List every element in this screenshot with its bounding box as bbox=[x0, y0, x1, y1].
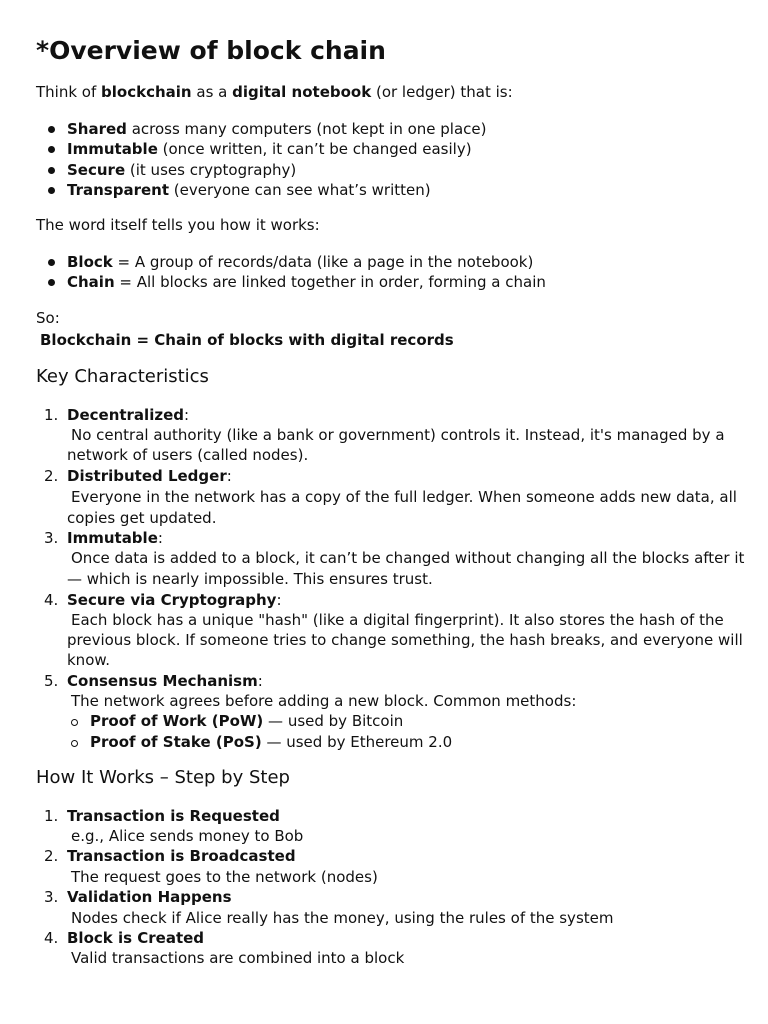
summary-line bbox=[40, 330, 454, 350]
step-number: 1. bbox=[44, 807, 59, 825]
item-number: 5. bbox=[44, 672, 59, 690]
trait-term: Secure bbox=[67, 161, 126, 179]
word-term: Chain bbox=[67, 273, 115, 291]
step-desc: e.g., Alice sends money to Bob bbox=[71, 827, 304, 845]
item-number: 3. bbox=[44, 529, 59, 547]
item-desc-line: network of users (called nodes). bbox=[67, 446, 309, 464]
step-term: Validation Happens bbox=[67, 888, 232, 906]
step-term: Transaction is Requested bbox=[67, 807, 280, 825]
step-desc: Nodes check if Alice really has the money, using the rules of the system bbox=[71, 909, 614, 927]
bullet-icon bbox=[48, 187, 55, 194]
item-desc-line: No central authority (like a bank or government) controls it. Instead, it's managed by a bbox=[71, 426, 725, 444]
method-term: Proof of Stake (PoS) bbox=[90, 733, 262, 751]
page-title: *Overview of block chain bbox=[36, 36, 386, 65]
trait-text: (once written, it can’t be changed easily) bbox=[157, 140, 472, 158]
trait-term: Immutable bbox=[67, 140, 158, 158]
circle-bullet-icon bbox=[71, 719, 78, 726]
intro-paragraph bbox=[36, 82, 513, 102]
bullet-icon bbox=[48, 146, 55, 153]
word-text: = All blocks are linked together in order, forming a chain bbox=[114, 273, 546, 291]
item-number: 1. bbox=[44, 406, 59, 424]
item-term: Decentralized bbox=[67, 406, 184, 424]
item-desc-line: know. bbox=[67, 651, 111, 669]
trait-term: Transparent bbox=[67, 181, 169, 199]
item-term: Secure via Cryptography bbox=[67, 591, 277, 609]
intro-term-notebook: digital notebook bbox=[232, 83, 372, 101]
bullet-icon bbox=[48, 279, 55, 286]
item-desc-line: Once data is added to a block, it can’t be changed without changing all the blocks after it bbox=[71, 549, 745, 567]
method-text: — used by Bitcoin bbox=[263, 712, 404, 730]
step-term: Block is Created bbox=[67, 929, 205, 947]
intro-term-blockchain: blockchain bbox=[101, 83, 192, 101]
step-desc: Valid transactions are combined into a block bbox=[71, 949, 405, 967]
section-heading-how: How It Works – Step by Step bbox=[36, 767, 290, 788]
trait-text: (everyone can see what’s written) bbox=[169, 181, 431, 199]
method-term: Proof of Work (PoW) bbox=[90, 712, 264, 730]
item-term: Distributed Ledger bbox=[67, 467, 227, 485]
circle-bullet-icon bbox=[71, 740, 78, 747]
item-number: 4. bbox=[44, 591, 59, 609]
step-number: 2. bbox=[44, 847, 59, 865]
intro-text: as a bbox=[191, 83, 233, 101]
step-desc: The request goes to the network (nodes) bbox=[71, 868, 378, 886]
word-intro: The word itself tells you how it works: bbox=[36, 216, 320, 234]
item-number: 2. bbox=[44, 467, 59, 485]
item-desc-line: Everyone in the network has a copy of the full ledger. When someone adds new data, all bbox=[71, 488, 737, 506]
summary-text: Blockchain = Chain of blocks with digital records bbox=[40, 331, 454, 349]
trait-term: Shared bbox=[67, 120, 127, 138]
item-term: Immutable bbox=[67, 529, 158, 547]
section-heading-key: Key Characteristics bbox=[36, 366, 209, 387]
word-term: Block bbox=[67, 253, 113, 271]
bullet-icon bbox=[48, 167, 55, 174]
item-term: Consensus Mechanism bbox=[67, 672, 258, 690]
item-desc-line: — which is nearly impossible. This ensures trust. bbox=[67, 570, 433, 588]
trait-text: across many computers (not kept in one place) bbox=[126, 120, 487, 138]
bullet-icon bbox=[48, 126, 55, 133]
intro-text: (or ledger) that is: bbox=[371, 83, 513, 101]
method-text: — used by Ethereum 2.0 bbox=[261, 733, 453, 751]
step-number: 4. bbox=[44, 929, 59, 947]
step-term: Transaction is Broadcasted bbox=[67, 847, 296, 865]
trait-text: (it uses cryptography) bbox=[125, 161, 297, 179]
intro-text: Think of bbox=[36, 83, 102, 101]
item-desc-line: Each block has a unique "hash" (like a digital fingerprint). It also stores the hash of the bbox=[71, 611, 724, 629]
so-label: So: bbox=[36, 309, 60, 327]
bullet-icon bbox=[48, 259, 55, 266]
step-number: 3. bbox=[44, 888, 59, 906]
item-desc-line: copies get updated. bbox=[67, 509, 217, 527]
word-text: = A group of records/data (like a page in the notebook) bbox=[112, 253, 534, 271]
item-desc-line: The network agrees before adding a new block. Common methods: bbox=[71, 692, 577, 710]
document-page: *Overview of block chain Think of blockchain as a digital notebook (or ledger) that is: Shared across many computers (not kept in one place) Immutable (once written, it can’t be changed easily) Secure (it uses cryptography) Transparent (everyone can see what’s written) The word itself tells you how it works: Block = A group of records/data (like a page in the notebook) Chain = All blocks are linked together in order, forming a chain So: Blockchain = Chain of blocks with digital records Key Characteristics 1. Decentralized: No central authority (like a bank or government) controls it. Instead, it's managed by a network of users (called nodes). 2. Distributed Ledger: Everyone in the network has a copy of the full ledger. When someone adds new data, all copies get updated. 3. Immutable: Once data is added to a block, it can’t be changed without changing all the blocks after it — which is nearly impossible. This ensures trust. 4. Secure via Cryptography: Each block has a unique "hash" (like a digital fingerprint). It also stores the hash of the previous block. If someone tries to change something, the hash breaks, and everyone will know. 5. Consensus Mechanism: The network agrees before adding a new block. Common methods: Proof of Work (PoW) — used by Bitcoin Proof of Stake (PoS) — used by Ethereum 2.0 How It Works – Step by Step 1. Transaction is Requested e.g., Alice sends money to Bob 2. Transaction is Broadcasted The request goes to the network (nodes) 3. Validation Happens Nodes check if Alice really has the money, using the rules of the system 4. Block is Created Valid transactions are combined into a block bbox=[0, 0, 768, 1024]
item-desc-line: previous block. If someone tries to change something, the hash breaks, and everyone will bbox=[67, 631, 743, 649]
